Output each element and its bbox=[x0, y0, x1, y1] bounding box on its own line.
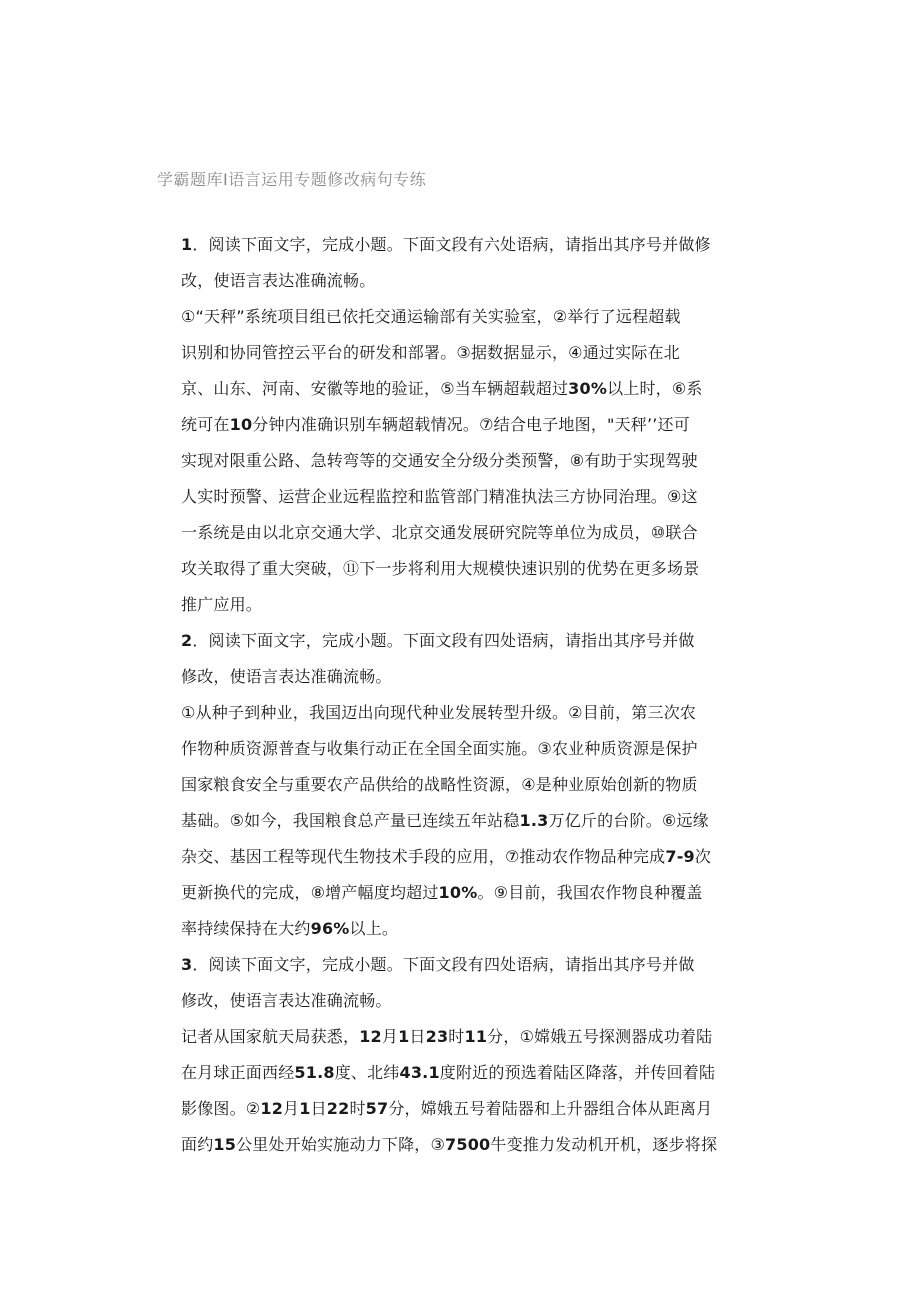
text-line: ①“天秤”系统项目组已依托交通运输部有关实验室，②举行了远程超载 bbox=[181, 307, 681, 326]
text-line: 3．阅读下面文字，完成小题。下面文段有四处语病，请指出其序号并做 bbox=[181, 955, 695, 974]
text-line: 识别和协同管控云平台的研发和部署。③据数据显示，④通过实际在北 bbox=[181, 343, 680, 362]
text-line: 影像图。②12月1日22时57分，嫦娥五号着陆器和上升器组合体从距离月 bbox=[181, 1099, 713, 1118]
text-line: 作物种质资源普查与收集行动正在全国全面实施。③农业种质资源是保护 bbox=[181, 739, 698, 758]
text-line: ①从种子到种业，我国迈出向现代种业发展转型升级。②目前，第三次农 bbox=[181, 703, 697, 722]
text-line: 面约15公里处开始实施动力下降，③7500牛变推力发动机开机，逐步将探 bbox=[181, 1135, 718, 1154]
text-line: 人实时预警、运营企业远程监控和监管部门精准执法三方协同治理。⑨这 bbox=[181, 487, 698, 506]
document-body bbox=[181, 227, 741, 1163]
text-line: 一系统是由以北京交通大学、北京交通发展研究院等单位为成员，⑩联合 bbox=[181, 523, 698, 542]
text-line: 在月球正面西经51.8度、北纬43.1度附近的预选着陆区降落，并传回着陆 bbox=[181, 1063, 716, 1082]
text-line: 统可在10分钟内准确识别车辆超载情况。⑦结合电子地图，"天秤’’还可 bbox=[181, 415, 690, 434]
text-line: 2．阅读下面文字，完成小题。下面文段有四处语病，请指出其序号并做 bbox=[181, 631, 695, 650]
text-line: 攻关取得了重大突破，⑪下一步将利用大规模快速识别的优势在更多场景 bbox=[181, 559, 700, 578]
text-line: 实现对限重公路、急转弯等的交通安全分级分类预警，⑧有助于实现驾驶 bbox=[181, 451, 698, 470]
text-line: 记者从国家航天局获悉，12月1日23时11分，①嫦娥五号探测器成功着陆 bbox=[181, 1027, 713, 1046]
text-line: 推广应用。 bbox=[181, 595, 263, 614]
text-line: 修改，使语言表达准确流畅。 bbox=[181, 667, 392, 686]
text-line: 更新换代的完成，⑧增产幅度均超过10%。⑨目前，我国农作物良种覆盖 bbox=[181, 883, 703, 902]
text-line: 率持续保持在大约96%以上。 bbox=[181, 919, 399, 938]
text-line: 国家粮食安全与重要农产品供给的战略性资源，④是种业原始创新的物质 bbox=[181, 775, 698, 794]
text-line: 修改，使语言表达准确流畅。 bbox=[181, 991, 392, 1010]
text-line: 基础。⑤如今，我国粮食总产量已连续五年站稳1.3万亿斤的台阶。⑥远缘 bbox=[181, 811, 709, 830]
page-header: 学霸题库I语言运用专题修改病句专练 bbox=[157, 170, 427, 189]
text-line: 杂交、基因工程等现代生物技术手段的应用，⑦推动农作物品种完成7-9次 bbox=[181, 847, 712, 866]
text-line: 1．阅读下面文字，完成小题。下面文段有六处语病，请指出其序号并做修 bbox=[181, 235, 711, 254]
text-line: 京、山东、河南、安徽等地的验证，⑤当车辆超载超过30%以上时，⑥系 bbox=[181, 379, 703, 398]
text-line: 改，使语言表达准确流畅。 bbox=[181, 271, 376, 290]
